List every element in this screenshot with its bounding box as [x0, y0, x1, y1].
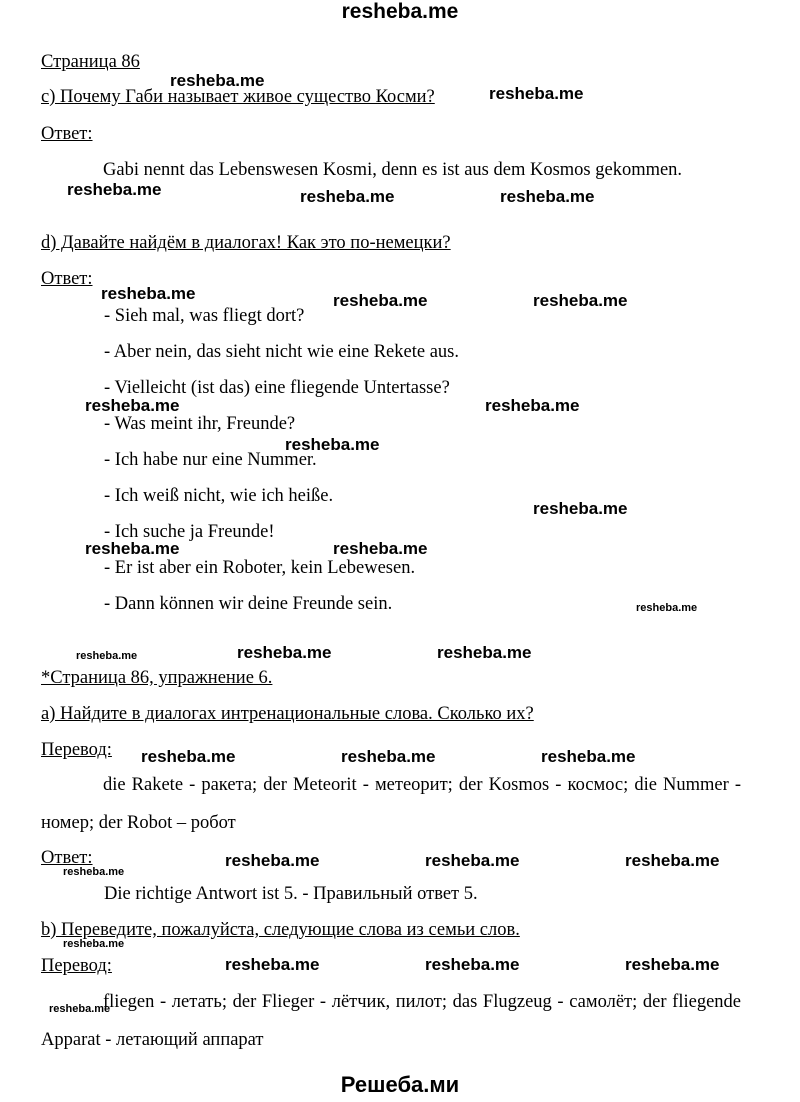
dialog-line: - Vielleicht (ist das) eine fliegende Untertasse? — [104, 378, 450, 398]
watermark: resheba.me — [300, 187, 395, 206]
question-a: а) Найдите в диалогах интренациональные слова. Сколько их? — [41, 704, 534, 724]
watermark: resheba.me — [437, 643, 532, 662]
watermark: resheba.me — [636, 602, 698, 614]
watermark: resheba.me — [425, 955, 520, 974]
watermark: resheba.me — [485, 396, 580, 415]
watermark: resheba.me — [333, 539, 428, 558]
watermark: resheba.me — [333, 291, 428, 310]
watermark: resheba.me — [85, 396, 180, 415]
question-c: с) Почему Габи называет живое существо Косми? — [41, 87, 435, 107]
answer-a: Die richtige Antwort ist 5. - Правильный ответ 5. — [104, 884, 478, 904]
translation-label-b: Перевод: — [41, 956, 112, 976]
watermark: resheba.me — [225, 955, 320, 974]
page-label: Страница 86 — [41, 52, 140, 72]
answer-label-a: Ответ: — [41, 848, 93, 868]
dialog-line: - Was meint ihr, Freunde? — [104, 414, 296, 434]
watermark: resheba.me — [76, 650, 138, 662]
watermark: resheba.me — [500, 187, 595, 206]
translation-b: fliegen - летать; der Flieger - лётчик, пилот; das Flugzeug - самолёт; der fliegende Apparat - летающий аппарат — [41, 992, 741, 1050]
watermark: resheba.me — [141, 747, 236, 766]
watermark: resheba.me — [63, 938, 125, 950]
watermark: resheba.me — [533, 291, 628, 310]
exercise-title: *Страница 86, упражнение 6. — [41, 668, 273, 688]
watermark: resheba.me — [625, 955, 720, 974]
watermark: resheba.me — [237, 643, 332, 662]
watermark: resheba.me — [541, 747, 636, 766]
question-d: d) Давайте найдём в диалогах! Как это по-немецки? — [41, 233, 451, 253]
question-b: b) Переведите, пожалуйста, следующие слова из семьи слов. — [41, 920, 520, 940]
site-footer: Решеба.ми — [340, 1072, 460, 1097]
translation-a: die Rakete - ракета; der Meteorit - метеорит; der Kosmos - космос; die Nummer - номер; der Robot – робот — [41, 775, 741, 833]
dialog-line: - Er ist aber ein Roboter, kein Lebewesen. — [104, 558, 416, 578]
translation-label-a: Перевод: — [41, 740, 112, 760]
watermark: resheba.me — [425, 851, 520, 870]
dialog-line: - Ich habe nur eine Nummer. — [104, 450, 317, 470]
dialog-line: - Dann können wir deine Freunde sein. — [104, 594, 393, 614]
watermark: resheba.me — [489, 84, 584, 103]
watermark: resheba.me — [625, 851, 720, 870]
watermark: resheba.me — [341, 747, 436, 766]
watermark: resheba.me — [67, 180, 162, 199]
answer-c: Gabi nennt das Lebenswesen Kosmi, denn es ist aus dem Kosmos gekommen. — [103, 160, 683, 180]
dialog-line: - Sieh mal, was fliegt dort? — [104, 306, 305, 326]
answer-label-c: Ответ: — [41, 124, 93, 144]
watermark: resheba.me — [285, 435, 380, 454]
dialog-line: - Ich suche ja Freunde! — [104, 522, 275, 542]
watermark: resheba.me — [170, 71, 265, 90]
dialog-line: - Aber nein, das sieht nicht wie eine Rekete aus. — [104, 342, 459, 362]
dialog-line: - Ich weiß nicht, wie ich heiße. — [104, 486, 334, 506]
watermark: resheba.me — [225, 851, 320, 870]
watermark: resheba.me — [533, 499, 628, 518]
watermark: resheba.me — [63, 866, 125, 878]
answer-label-d: Ответ: — [41, 269, 93, 289]
watermark: resheba.me — [101, 284, 196, 303]
site-header: resheba.me — [341, 0, 459, 23]
watermark: resheba.me — [85, 539, 180, 558]
watermark: resheba.me — [49, 1003, 111, 1015]
